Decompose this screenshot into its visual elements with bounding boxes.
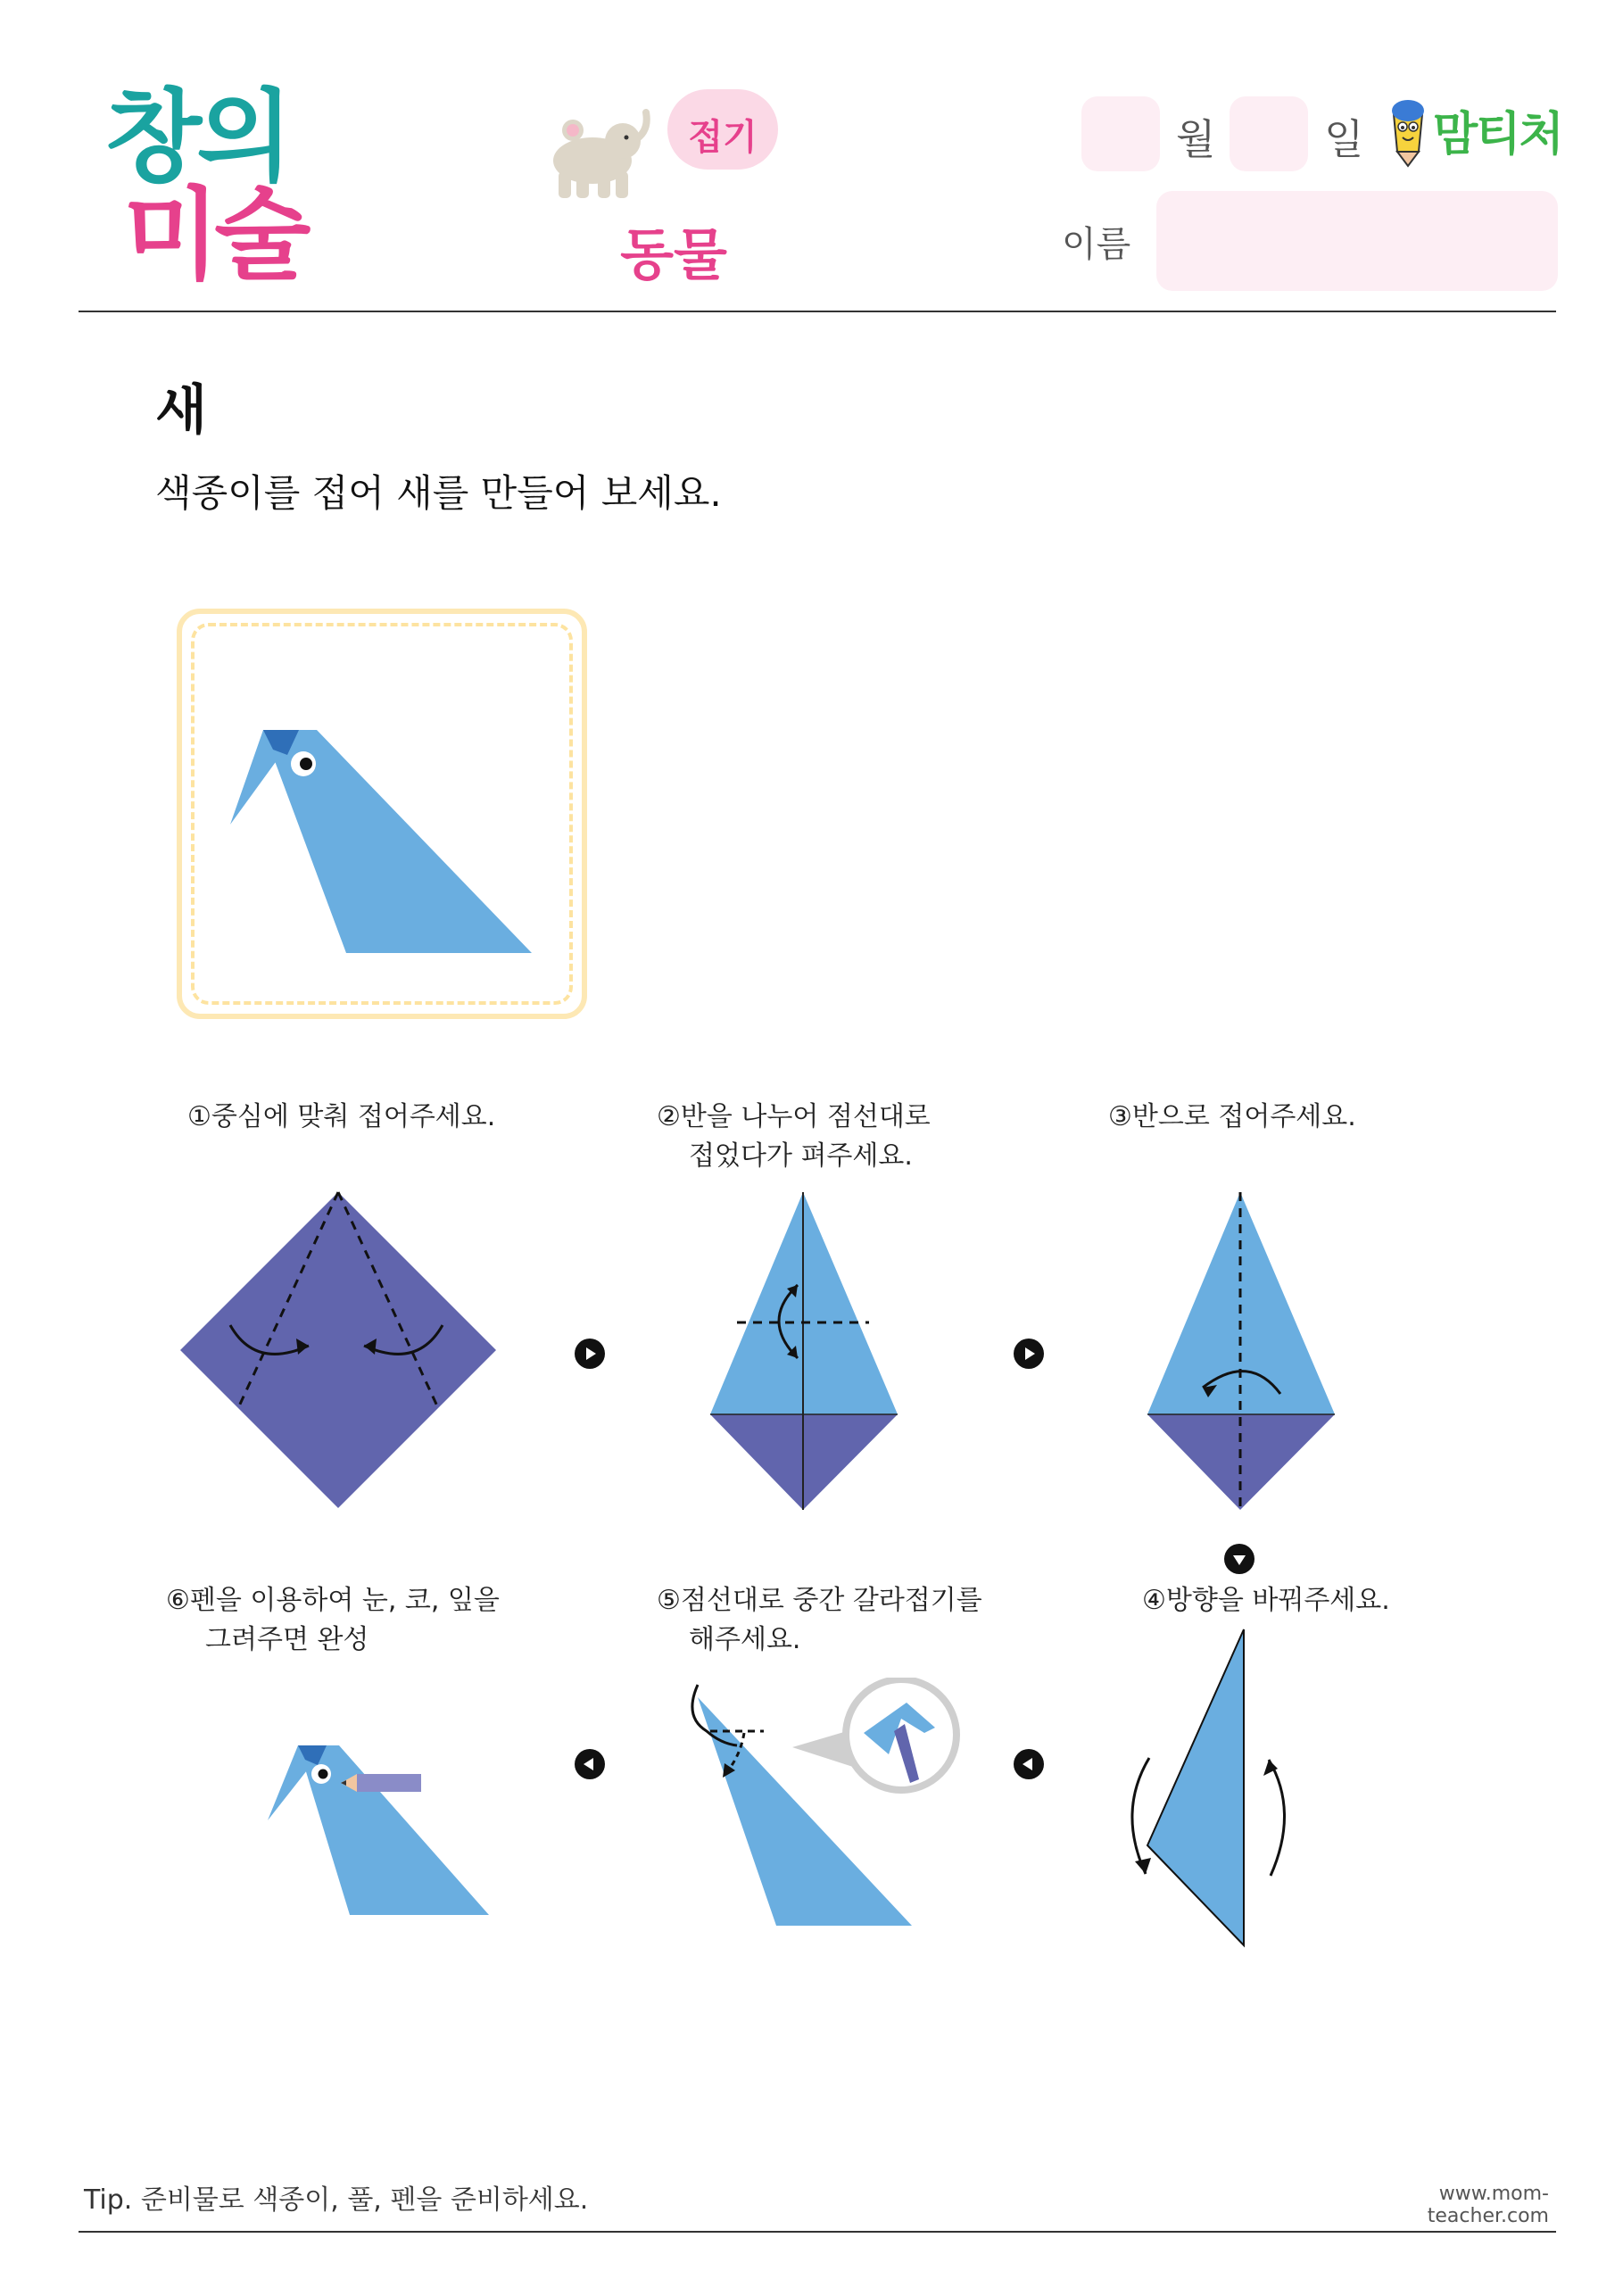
step-3-line-1: ③반으로 접어주세요. — [1108, 1101, 1356, 1132]
elephant-icon — [546, 105, 653, 203]
step-2-line-2: 접었다가 펴주세요. — [689, 1140, 913, 1172]
step-2-line-1: ②반을 나누어 점선대로 — [657, 1101, 931, 1132]
day-field[interactable] — [1230, 96, 1308, 171]
step-5-line-1: ⑤점선대로 중간 갈라접기를 — [657, 1585, 982, 1616]
step-4-diagram — [1112, 1624, 1308, 1954]
page-subtitle: 색종이를 접어 새를 만들어 보세요. — [155, 471, 722, 515]
step-5-line-2: 해주세요. — [689, 1624, 801, 1655]
arrow-left-icon — [1014, 1749, 1044, 1779]
step-5-diagram — [678, 1678, 964, 1936]
name-label: 이름 — [1062, 224, 1131, 265]
step-6-diagram — [259, 1740, 500, 1919]
category-label: 접기 — [688, 117, 758, 158]
arrow-right-icon — [1014, 1339, 1044, 1369]
header-divider — [79, 311, 1556, 312]
finished-bird-illustration — [214, 714, 544, 964]
arrow-left-icon — [575, 1749, 605, 1779]
step-4-line-1: ④방향을 바꿔주세요. — [1142, 1585, 1390, 1616]
step-1-line-1: ①중심에 맞춰 접어주세요. — [187, 1101, 496, 1132]
theme-label: 동물 — [620, 222, 727, 287]
site-url: www.mom-teacher.com — [1427, 2183, 1549, 2227]
footer-divider — [79, 2231, 1556, 2233]
step-1-diagram — [175, 1187, 501, 1513]
month-label: 월 — [1176, 115, 1216, 163]
step-6-line-2: 그려주면 완성 — [205, 1624, 369, 1655]
step-3-diagram — [1142, 1187, 1338, 1517]
step-1-caption — [187, 1098, 495, 1137]
name-field[interactable] — [1156, 191, 1558, 291]
brand-logo: 맘티처 — [1433, 108, 1562, 162]
tip-text: Tip. 준비물로 색종이, 풀, 펜을 준비하세요. — [84, 2184, 589, 2216]
step-2-caption — [657, 1098, 931, 1176]
step-5-caption — [657, 1581, 982, 1660]
day-label: 일 — [1324, 115, 1364, 163]
step-4-caption — [1142, 1581, 1390, 1620]
pencil-mascot-icon — [1385, 96, 1431, 168]
page-title: 새 — [155, 379, 207, 442]
step-6-line-1: ⑥펜을 이용하여 눈, 코, 잎을 — [166, 1585, 500, 1616]
step-6-caption — [166, 1581, 500, 1660]
logo-bottom-text: 미술 — [123, 178, 306, 294]
logo-top-text: 창의 — [105, 79, 288, 195]
month-field[interactable] — [1081, 96, 1160, 171]
arrow-right-icon — [575, 1339, 605, 1369]
step-2-diagram — [705, 1187, 901, 1517]
arrow-down-icon — [1224, 1544, 1255, 1574]
step-3-caption — [1108, 1098, 1356, 1137]
